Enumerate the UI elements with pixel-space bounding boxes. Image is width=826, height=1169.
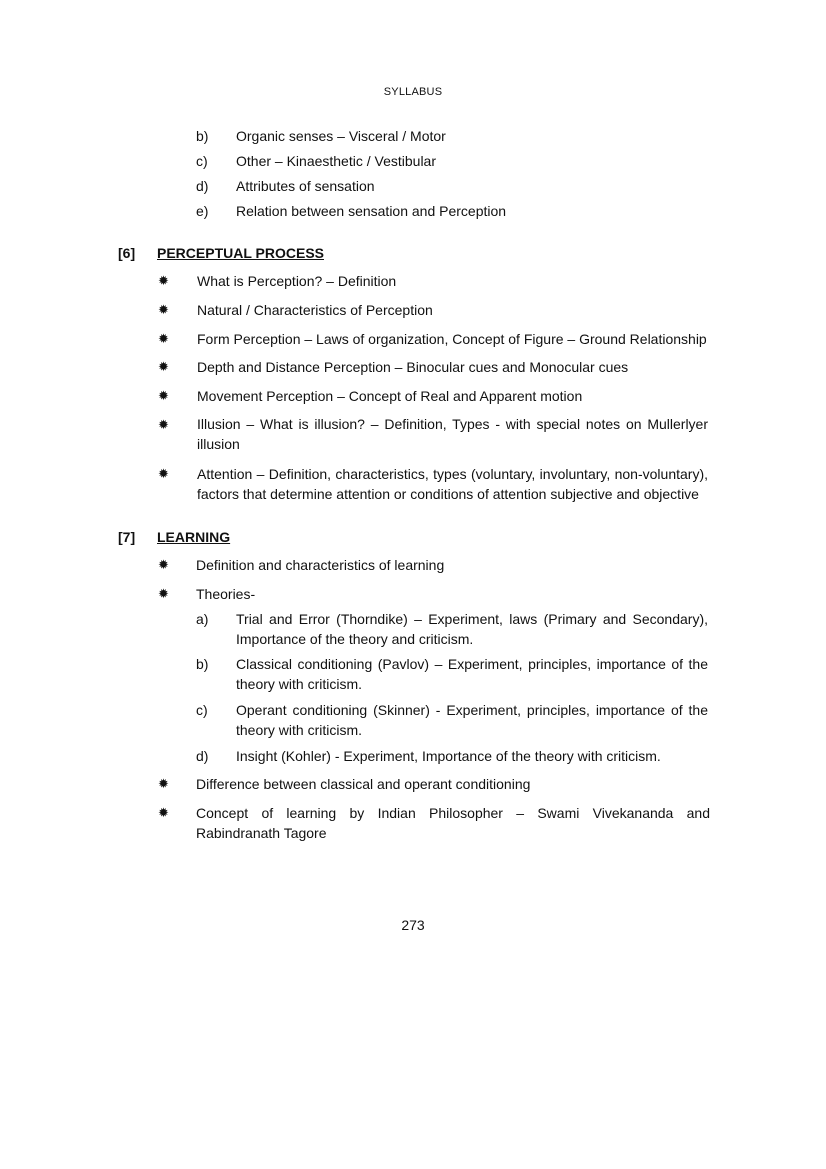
section-title: LEARNING <box>157 529 231 545</box>
list-item: Operant conditioning (Skinner) - Experiment, principles, importance of the theory with criticism. <box>236 702 708 738</box>
section-title: PERCEPTUAL PROCESS <box>157 245 324 261</box>
list-item: Theories- <box>196 586 256 602</box>
list-item: Trial and Error (Thorndike) – Experiment, laws (Primary and Secondary), Importance of the theory and criticism. <box>236 611 708 647</box>
bullet-icon: ✹ <box>158 557 169 572</box>
list-item: Illusion – What is illusion? – Definition, Types - with special notes on Mullerlyer illusion <box>197 416 708 452</box>
section-number: [6] <box>118 245 136 261</box>
list-item: Depth and Distance Perception – Binocular cues and Monocular cues <box>197 359 629 375</box>
list-label: c) <box>196 153 208 169</box>
list-item: Organic senses – Visceral / Motor <box>236 128 446 144</box>
bullet-icon: ✹ <box>158 805 169 820</box>
list-item: Concept of learning by Indian Philosopher – Swami Vivekananda and Rabindranath Tagore <box>196 805 710 841</box>
list-item: Form Perception – Laws of organization, Concept of Figure – Ground Relationship <box>197 331 707 347</box>
bullet-icon: ✹ <box>158 359 169 374</box>
list-label: e) <box>196 203 209 219</box>
bullet-icon: ✹ <box>158 776 169 791</box>
list-item: Classical conditioning (Pavlov) – Experiment, principles, importance of the theory with criticism. <box>236 656 708 692</box>
list-label: a) <box>196 611 209 627</box>
list-item: Insight (Kohler) - Experiment, Importance of the theory with criticism. <box>236 748 661 764</box>
list-item: Other – Kinaesthetic / Vestibular <box>236 153 436 169</box>
list-label: b) <box>196 656 209 672</box>
page-number: 273 <box>401 917 425 933</box>
bullet-icon: ✹ <box>158 388 169 403</box>
bullet-icon: ✹ <box>158 331 169 346</box>
list-item: Attributes of sensation <box>236 178 375 194</box>
list-item: What is Perception? – Definition <box>197 273 397 289</box>
bullet-icon: ✹ <box>158 466 169 481</box>
list-item: Difference between classical and operant conditioning <box>196 776 531 792</box>
page-header: SYLLABUS <box>383 86 443 98</box>
list-label: b) <box>196 128 209 144</box>
list-item: Natural / Characteristics of Perception <box>197 302 433 318</box>
bullet-icon: ✹ <box>158 586 169 601</box>
list-item: Definition and characteristics of learning <box>196 557 445 573</box>
bullet-icon: ✹ <box>158 302 169 317</box>
list-label: d) <box>196 178 209 194</box>
bullet-icon: ✹ <box>158 273 169 288</box>
list-item: Relation between sensation and Perception <box>236 203 507 219</box>
list-label: d) <box>196 748 209 764</box>
list-item: Movement Perception – Concept of Real and Apparent motion <box>197 388 583 404</box>
list-label: c) <box>196 702 208 718</box>
list-item: Attention – Definition, characteristics, types (voluntary, involuntary, non-voluntary), factors that determine attention or conditions of attention subjective and objective <box>197 466 708 502</box>
section-number: [7] <box>118 529 136 545</box>
bullet-icon: ✹ <box>158 417 169 432</box>
